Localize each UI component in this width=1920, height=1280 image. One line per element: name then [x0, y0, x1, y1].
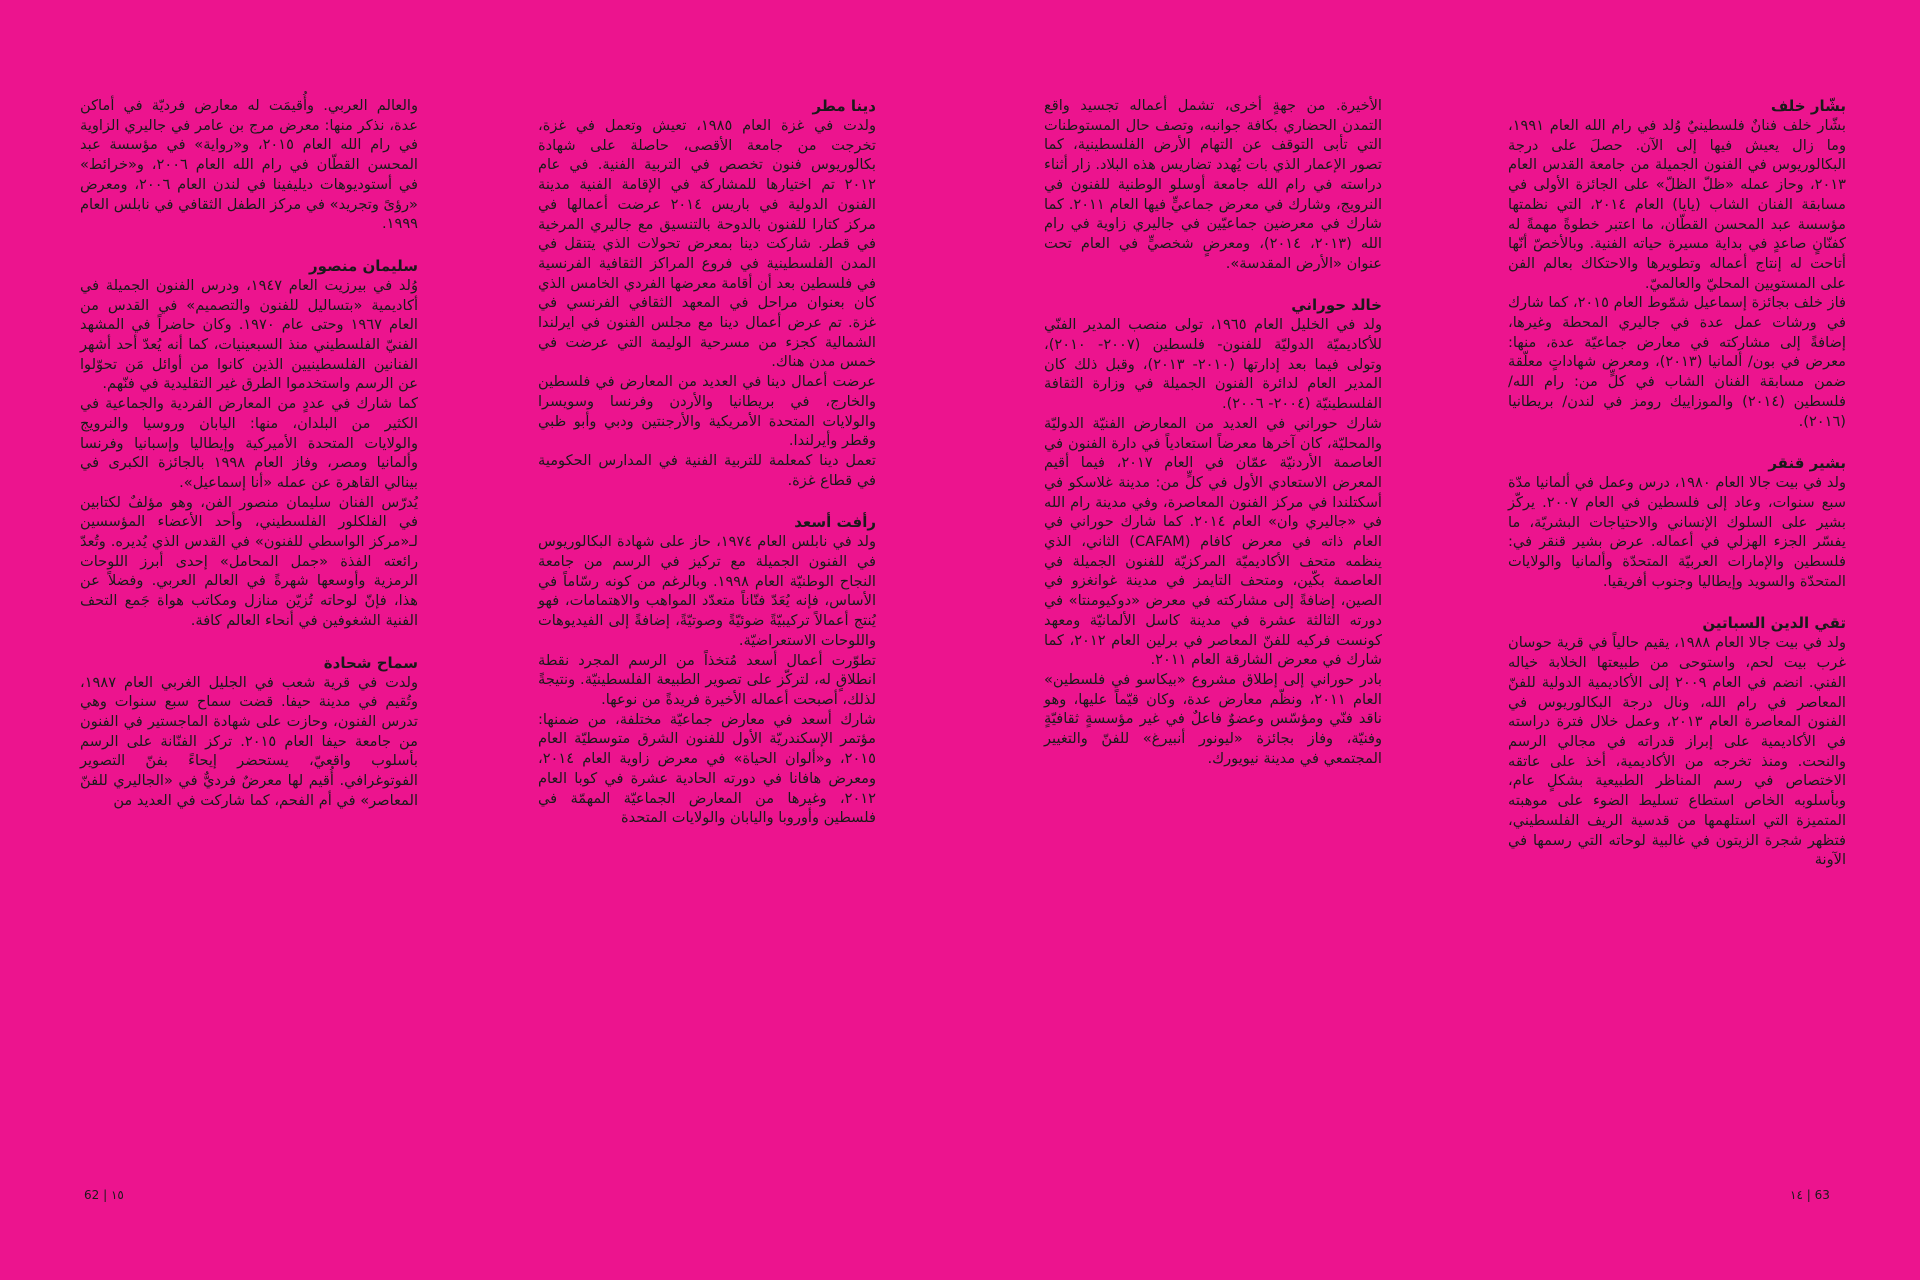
bio-khaled-hourani [1044, 295, 1382, 768]
bio-paragraph: بشّار خلف فنانٌ فلسطينيٌ وُلد في رام الله العام ١٩٩١، وما زال يعيش فيها إلى الآن. حصلَ على درجة البكالوريوس في الفنون الجميلة من جامعة القدس العام ٢٠١٣، وحاز عمله «ظلّ الظلّ» على الجائزة الأولى في مسابقة الفنان الشاب (يايا) العام ٢٠١٤، التي نظمتها مؤسسة عبد المحسن القطّان، ما اعتبر خطوةً مهمةً له كفنّانٍ صاعدٍ في بداية مسيرة حياته الفنية. وبالأخصّ أنّها أتاحت له إنتاج أعماله وتطويرها والاحتكاك بعالم الفن على المستويين المحليّ والعالميّ. [1508, 117, 1846, 292]
bio-name: سماح شحادة [323, 653, 418, 672]
bio-paragraph: وُلد في بيرزيت العام ١٩٤٧، ودرس الفنون الجميلة في أكاديمية «بتساليل للفنون والتصميم» في القدس من العام ١٩٦٧ وحتى عام ١٩٧٠. وكان حاضراً في المشهد الفنيّ الفلسطيني منذ السبعينيات، كما أنه يُعدّ أحد أشهر الفنانين الفلسطينيين الذين كانوا من أوائل مَن تحوّلوا عن الرسم واستخدموا الطرق غير التقليدية في فنّهم. [80, 276, 418, 393]
bio-paragraph: والعالم العربي. وأُقيمَت له معارض فرديّة في أماكن عدة، نذكر منها: معرض مرج بن عامر في جاليري الزاوية في رام الله العام ٢٠١٥، و«رواية» في مؤسسة عبد المحسن القطّان في رام الله العام ٢٠٠٦، و«خرائط» في أستوديوهات ديليفينا في لندن العام ٢٠٠٦، ومعرض «رؤىً وتجريد» في مركز الطفل الثقافي في نابلس العام ١٩٩٩. [80, 97, 419, 233]
bio-sliman-mansour [80, 256, 418, 631]
bio-name: رأفت أسعد [794, 513, 876, 532]
bio-paragraph: ولدت في قرية شعب في الجليل الغربي العام ١٩٨٧، وتُقيم في مدينة حيفا. قضت سماح سبع سنوات وهي تدرس الفنون، وحازت على شهادة الماجستير في الفنون من جامعة حيفا العام ٢٠١٥. تركز الفنّانة على الرسم بأسلوب واقعيّ، يستحضر إيحاءً بفنّ التصوير الفوتوغرافي. أُقيم لها معرضٌ فرديٌّ في «الجاليري للفنّ المعاصر» في أم الفحم، كما شاركت في العديد من [80, 673, 418, 809]
bio-taqi-sabateen [1508, 613, 1846, 869]
bio-name: خالد حوراني [1291, 296, 1382, 315]
bio-paragraph: شارك حوراني في العديد من المعارض الفنيّة الدوليّة والمحليّة، كان آخرها معرضاً استعادياً في دارة الفنون في العاصمة الأردنيّة عمّان في العام ٢٠١٧، فيما أقيم المعرض الاستعادي الأول في كلٍّ من: مدينة غلاسكو في أسكتلندا في مركز الفنون المعاصرة، وفي مدينة رام الله في «جاليري وان» العام ٢٠١٤. كما شارك حوراني في العام ذاته في معرض كافام (CAFAM) الثاني، الذي ينظمه متحف الأكاديميّة المركزيّة للفنون الجميلة في العاصمة بكّين، ومتحف التايمز في مدينة غوانغزو في الصين، إضافةً إلى مشاركته في معرض «دوكيومنتا» في دورته الثالثة عشرة في مدينة كاسل الألمانيّة ومعهد كونست فركيه للفنّ المعاصر في برلين العام ٢٠١٢، كما شارك في معرض الشارقة العام ٢٠١١. [1044, 414, 1382, 669]
bio-paragraph: عرضت أعمال دينا في العديد من المعارض في فلسطين والخارج، في بريطانيا والأردن وفرنسا وسويسرا والولايات المتحدة الأمريكية والأرجنتين ودبي وأبو ظبي وقطر وأيرلندا. [538, 373, 876, 450]
bio-paragraph: كما شارك في عددٍ من المعارض الفردية والجماعية في الكثير من البلدان، منها: اليابان وروسيا والنرويج والولايات المتحدة الأميركية وإيطاليا وإسبانيا وفرنسا وألمانيا ومصر، وفاز العام ١٩٩٨ بالجائزة الكبرى في بينالي القاهرة عن عمله «أنا إسماعيل». [80, 395, 418, 491]
bio-name: دينا مطر [812, 97, 876, 115]
bio-paragraph: ولدت في غزة العام ١٩٨٥، تعيش وتعمل في غزة، تخرجت من جامعة الأقصى، حاصلة على شهادة بكالوريوس فنون تخصص في التربية الفنية. في عام ٢٠١٢ تم اختيارها للمشاركة في الإقامة الفنية مدينة الفنون الدولية في باريس ٢٠١٤ عرضت أعمالها في مركز كتارا للفنون بالدوحة بالتنسيق مع جاليري المرخية في قطر. شاركت دينا بمعرض تحولات الذي يتنقل في المدن الفلسطينية في فروع المراكز الثقافية الفرنسية في فلسطين بعد أن أقامة معرضها الفردي الخامس الذي كان بعنوان مراحل في المعهد الثقافي الفرنسي في غزة. تم عرض أعمال دينا مع مجلس الفنون في ايرلندا الشمالية كجزء من مسرحية الوليمة التي عرضت في خمس مدن هناك. [538, 117, 876, 371]
bio-paragraph: شارك أسعد في معارض جماعيّة مختلفة، من ضمنها: مؤتمر الإسكندريّة الأول للفنون الشرق متوسطيّة العام ٢٠١٥، و«ألوان الحياة» في معرض زاوية العام ٢٠١٤، ومعرض هافانا في دورته الحادية عشرة في كوبا العام ٢٠١٢، وغيرها من المعارض الجماعيّة المهمّة في فلسطين وأوروبا واليابان والولايات المتحدة [538, 710, 876, 827]
bio-name: تقي الدين السباتين [1702, 614, 1846, 633]
bio-rafat-continued [80, 96, 418, 234]
bio-rafat-asad [538, 512, 876, 828]
bio-paragraph: تعمل دينا كمعلمة للتربية الفنية في المدارس الحكومية في قطاع غزة. [538, 451, 876, 489]
text-column-1 [1508, 96, 1846, 892]
bio-paragraph: ولد في بيت جالا العام ١٩٨٠، درس وعمل في ألمانيا مدّة سبع سنوات، وعاد إلى فلسطين في العام ٢٠٠٧. يركّز بشير على السلوك الإنساني والاحتياجات البشريّة، ما يفسّر الجزء الهزلي في أعماله. عرض بشير قنقر في: فلسطين والإمارات العربيّة المتحدّة وألمانيا والولايات المتحدّة والسويد وإيطاليا وجنوب أفريقيا. [1508, 474, 1846, 590]
bio-taqi-continued [1044, 96, 1382, 273]
bio-paragraph: بادر حوراني إلى إطلاق مشروع «بيكاسو في فلسطين» العام ٢٠١١، ونظّم معارض عدة، وكان قيّماً عليها، وهو ناقد فنّي ومؤسّس وعضوٌ فاعلٌ في غير مؤسسةٍ ثقافيّةٍ وفنيّة، وفاز بجائزة «ليونور أنبيرغ» للفنّ والتغيير المجتمعي في مدينة نيويورك. [1044, 670, 1382, 767]
bio-name: بشّار خلف [1770, 97, 1846, 115]
bio-paragraph: ولد في الخليل العام ١٩٦٥، تولى منصب المدير الفنّي للأكاديميّة الدوليّة للفنون- فلسطين (٢٠٠٧- ٢٠١٠)، وتولى فيما بعد إدارتها (٢٠١٠- ٢٠١٣)، وقبل ذلك كان المدير العام لدائرة الفنون الجميلة في وزارة الثقافة الفلسطينيّة (٢٠٠٤- ٢٠٠٦). [1044, 316, 1383, 413]
bio-paragraph: تطوّرت أعمال أسعد مُتخذاً من الرسم المجرد نقطة انطلاقٍ له، لتركّز على تصوير الطبيعة الفلسطينيّة. ونتيجةً لذلك، أصبحت أعماله الأخيرة فريدةً من نوعها. [538, 651, 876, 708]
bio-dina-matar [538, 96, 876, 490]
bio-paragraph: فاز خلف بجائزة إسماعيل شمّوط العام ٢٠١٥، كما شارك في ورشات عمل عدة في جاليري المحطة وغيرها، إضافةً إلى مشاركته في معارض جماعيّة عدة، منها: معرض في بون/ ألمانيا (٢٠١٣)، ومعرض شهاداتٍ معلّقة ضمن مسابقة الفنان الشاب في كلٍّ من: رام الله/ فلسطين (٢٠١٤) والموزاييك رومز في لندن/ بريطانيا (٢٠١٦). [1508, 294, 1846, 430]
bio-bashir-qonqar [1508, 453, 1846, 591]
bio-name: بشير قنقر [1768, 454, 1846, 473]
text-column-4 [80, 96, 418, 833]
page-number-right: 63 | ١٤ [1790, 1188, 1830, 1202]
text-column-2 [1044, 96, 1382, 791]
text-column-3 [538, 96, 876, 850]
bio-bashar-khalaf [1508, 96, 1846, 431]
bio-name: سليمان منصور [309, 256, 418, 275]
bio-paragraph: الأخيرة. من جهةٍ أخرى، تشمل أعماله تجسيد واقع التمدن الحضاري بكافة جوانبه، وتصف حال المستوطنات التي تأبى التوقف عن التهام الأرض الفلسطينية، كما تصور الإعمار الذي بات يُهدد تضاريس هذه البلاد. زار أثناء دراسته في رام الله جامعة أوسلو الوطنية للفنون في النرويج، وشارك في معرض جماعيٍّ فيها العام ٢٠١١. كما شارك في معرضين جماعيّين في جاليري زاوية في رام الله (٢٠١٣، ٢٠١٤)، ومعرضٍ شخصيٍّ في العام تحت عنوان «الأرض المقدسة». [1044, 97, 1383, 272]
bio-paragraph: ولد في بيت جالا العام ١٩٨٨، يقيم حالياً في قرية حوسان غرب بيت لحم، واستوحى من طبيعتها الخلابة خياله الفني. انضم في العام ٢٠٠٩ إلى الأكاديمية الدولية للفنّ المعاصر في رام الله، ونال درجة البكالوريوس في الفنون المعاصرة العام ٢٠١٣، وعمل خلال فترة دراسته في الأكاديمية على إبراز قدراته في مجالي الرسم والنحت. ومنذ تخرجه من الأكاديمية، أخذ على عاتقه الاختصاص في رسم المناظر الطبيعية بشكلٍ عام، وبأسلوبه الخاص استطاع تسليط الضوء على موهبته المتميزة التي استلهمها من قدسية الريف الفلسطيني، فتظهر شجرة الزيتون في غالبية لوحاته التي رسمها في الآونة [1508, 634, 1847, 869]
bio-paragraph: ولد في نابلس العام ١٩٧٤، حاز على شهادة البكالوريوس في الفنون الجميلة مع تركيز في الرسم من جامعة النجاح الوطنيّة العام ١٩٩٨. وبالرغم من كونه رسّاماً في الأساس، فإنه يُعَدّ فنّاناً متعدّد المواهب والاهتمامات، فهو يُنتج أعمالاً تركيبيّةً ضوئيّةً وصوتيّةً، إضافةً إلى الفيديوهات واللوحات الاستعراضيّة. [538, 533, 876, 649]
page-number-left: ١٥ | 62 [84, 1188, 124, 1202]
bio-paragraph: يُدرّس الفنان سليمان منصور الفن، وهو مؤلفٌ لكتابين في الفلكلور الفلسطيني، وأحد الأعضاء المؤسسين لـ«مركز الواسطي للفنون» في القدس الذي يُديره. وتُعدّ رائعته الفذة «جمل المحامل» إحدى أبرز اللوحات الرمزية وأوسعها شهرةً في العالم العربي. وفضلاً عن هذا، فإنّ لوحاته تُزيّن منازل ومكاتب هواة جَمع التحف الفنية الشغوفين في أنحاء العالم كافة. [80, 493, 418, 629]
bio-samah-shehadeh [80, 653, 418, 811]
